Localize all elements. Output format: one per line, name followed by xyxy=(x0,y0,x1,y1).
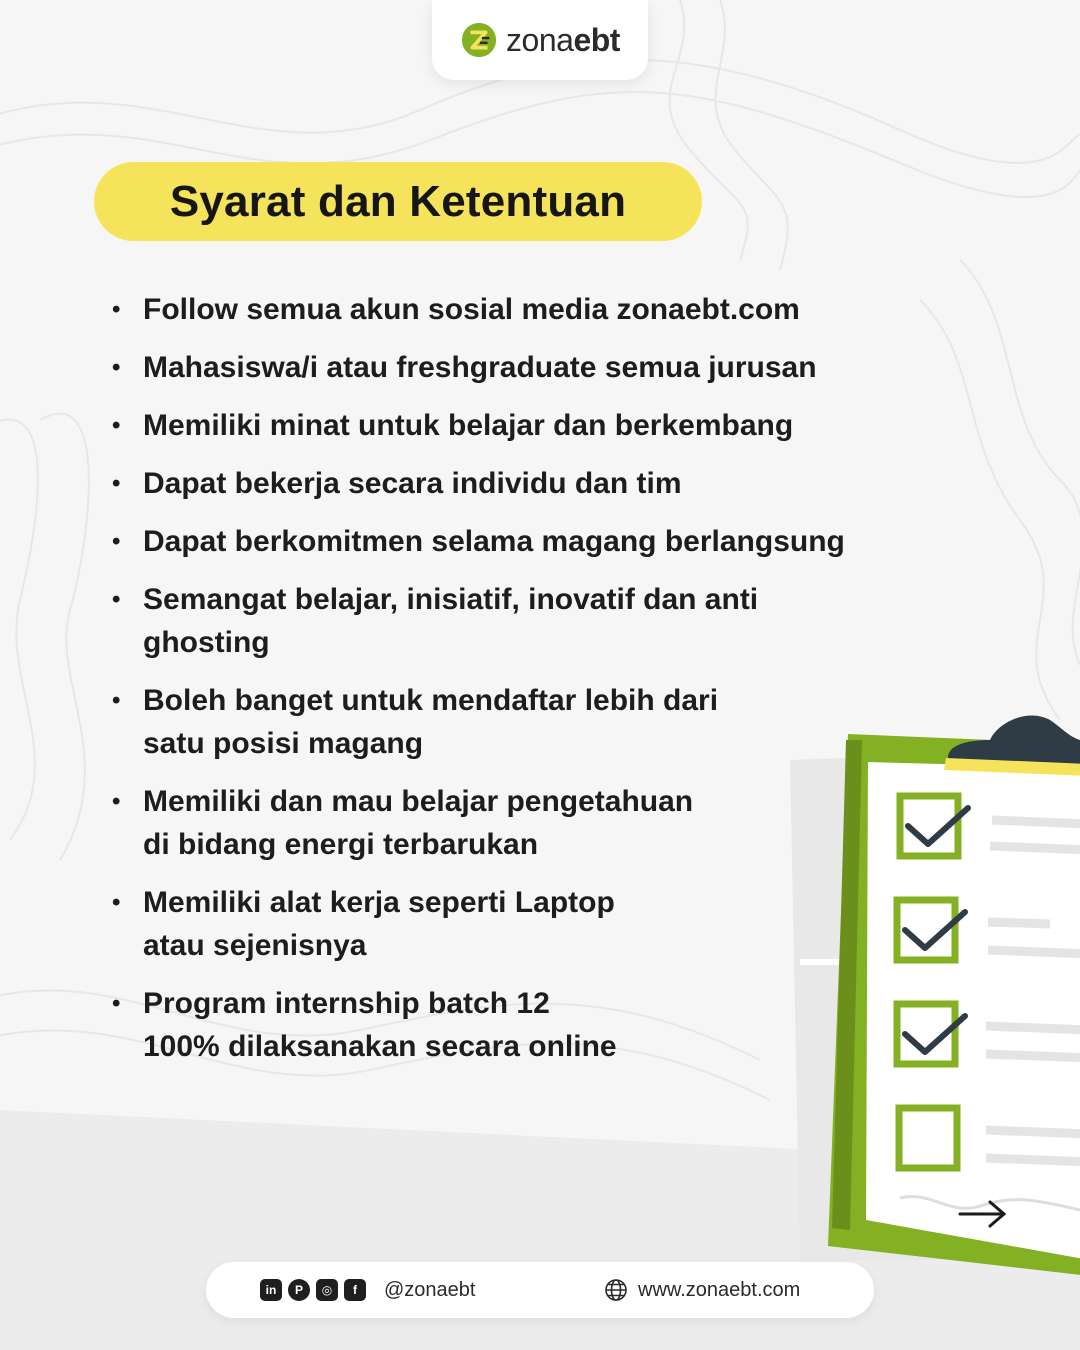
footer-bar xyxy=(206,1262,874,1318)
requirement-item: • Follow semua akun sosial media zonaebt.com xyxy=(110,288,940,331)
website-link[interactable] xyxy=(604,1262,800,1318)
requirement-item: • Memiliki dan mau belajar pengetahuan di bidang energi terbarukan xyxy=(110,780,940,866)
social-handle[interactable]: @zonaebt xyxy=(384,1278,476,1301)
requirement-item: • Dapat bekerja secara individu dan tim xyxy=(110,462,940,505)
requirement-item: • Program internship batch 12 100% dilaksanakan secara online xyxy=(110,982,940,1068)
website-url[interactable]: www.zonaebt.com xyxy=(638,1278,801,1301)
requirement-item: • Semangat belajar, inisiatif, inovatif dan anti ghosting xyxy=(110,578,940,664)
page-title: Syarat dan Ketentuan xyxy=(169,176,627,226)
requirement-item: • Memiliki alat kerja seperti Laptop atau sejenisnya xyxy=(110,881,940,967)
linkedin-icon[interactable]: in xyxy=(260,1279,282,1301)
social-links xyxy=(260,1262,475,1318)
instagram-icon[interactable]: ◎ xyxy=(316,1279,338,1301)
clipboard-checklist-icon xyxy=(780,700,1080,1300)
requirement-item: • Dapat berkomitmen selama magang berlangsung xyxy=(110,520,940,563)
pinterest-icon[interactable]: P xyxy=(288,1279,310,1301)
logo-wordmark: zonaebt xyxy=(506,21,620,58)
requirement-item: • Boleh banget untuk mendaftar lebih dari satu posisi magang xyxy=(110,679,940,765)
zonaebt-logo-icon xyxy=(460,21,498,59)
globe-icon xyxy=(604,1278,628,1302)
requirement-item: • Memiliki minat untuk belajar dan berkembang xyxy=(110,404,940,447)
title-banner xyxy=(94,162,702,241)
requirement-item: • Mahasiswa/i atau freshgraduate semua jurusan xyxy=(110,346,940,389)
logo-card xyxy=(432,0,648,80)
facebook-icon[interactable]: f xyxy=(344,1279,366,1301)
